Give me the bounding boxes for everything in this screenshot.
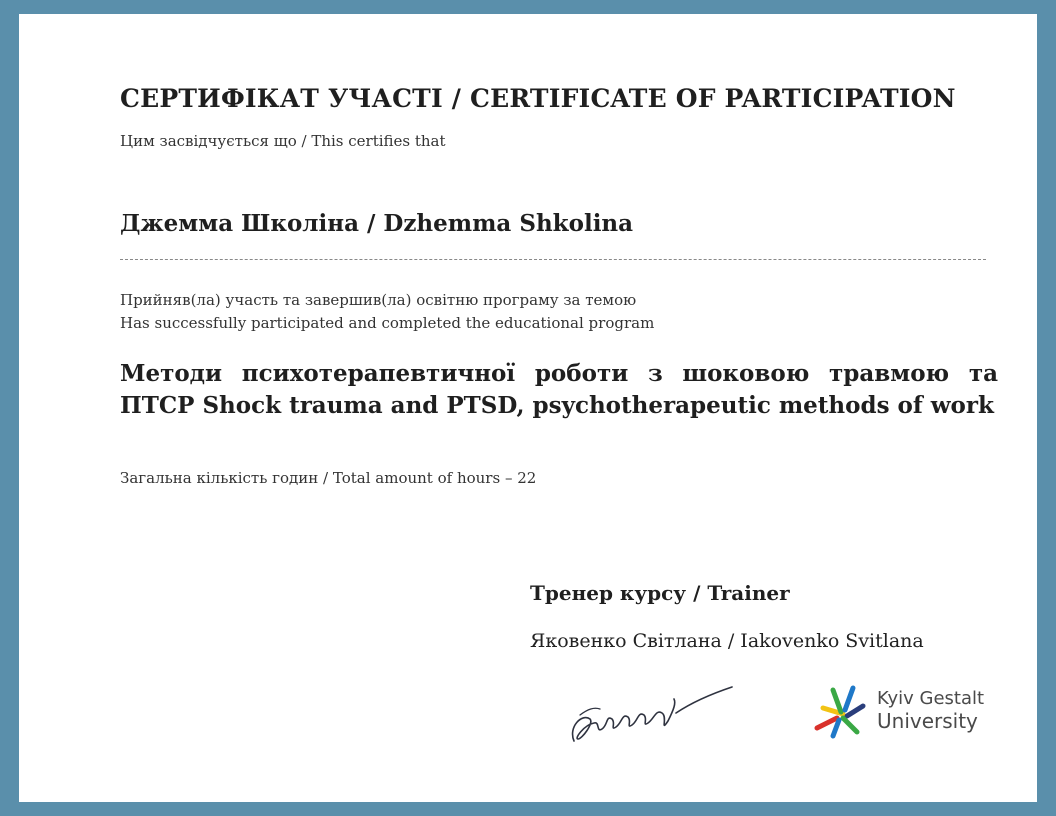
certificate-sheet xyxy=(19,14,1037,802)
hours-text: Загальна кількість годин / Total amount of hours – 22 xyxy=(120,469,537,487)
certificate-title: СЕРТИФІКАТ УЧАСТІ / CERTIFICATE OF PARTICIPATION xyxy=(120,84,956,113)
logo-text-line2: University xyxy=(877,709,978,733)
trainer-name: Яковенко Світлана / Iakovenko Svitlana xyxy=(530,630,924,652)
kyiv-gestalt-university-logo xyxy=(813,682,993,742)
name-divider xyxy=(120,259,986,260)
completed-text-en: Has successfully participated and completed the educational program xyxy=(120,314,655,332)
program-title: Методи психотерапевтичної роботи з шоковою травмою та ПТСР Shock trauma and PTSD, psychotherapeutic methods of work xyxy=(120,360,998,419)
completed-text-ua: Прийняв(ла) участь та завершив(ла) освітню програму за темою xyxy=(120,291,637,309)
trainer-signature xyxy=(564,669,734,754)
certifies-text: Цим засвідчується що / This certifies that xyxy=(120,132,446,150)
trainer-label: Тренер курсу / Trainer xyxy=(530,581,790,605)
participant-name: Джемма Школіна / Dzhemma Shkolina xyxy=(120,210,634,237)
university-logo-icon xyxy=(813,682,873,742)
logo-text-line1: Kyiv Gestalt xyxy=(877,688,985,709)
